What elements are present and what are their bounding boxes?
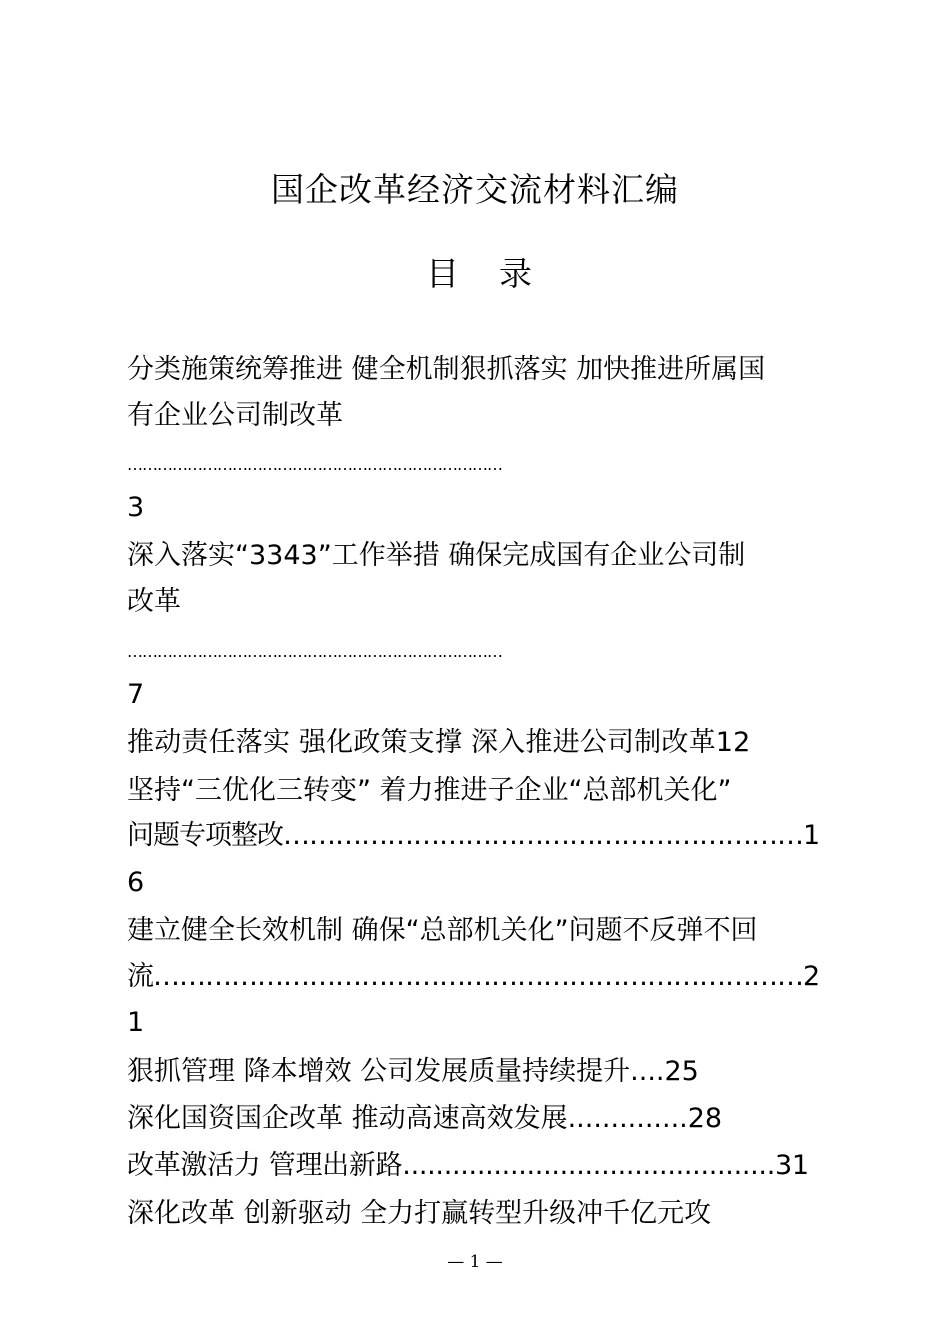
toc-line: 流…………………………………………………………………2	[127, 961, 820, 992]
toc-line: 建立健全长效机制 确保“总部机关化”问题不反弹不回	[127, 915, 758, 946]
toc-line: 1	[127, 1007, 145, 1038]
toc-line: 改革激活力 管理出新路.............................................31	[127, 1150, 809, 1181]
document-title: 国企改革经济交流材料汇编	[271, 170, 679, 209]
page-number: — 1 —	[447, 1252, 503, 1272]
toc-line: 狠抓管理 降本增效 公司发展质量持续提升....25	[127, 1056, 699, 1087]
toc-line: 改革	[127, 586, 181, 617]
toc-line: 坚持“三优化三转变” 着力推进子企业“总部机关化”	[127, 775, 732, 806]
toc-line: 6	[127, 867, 145, 898]
toc-line: 7	[127, 679, 145, 710]
toc-line: 3	[127, 492, 145, 523]
toc-line: 深化国资国企改革 推动高速高效发展..............28	[127, 1103, 723, 1134]
toc-line: 推动责任落实 强化政策支撑 深入推进公司制改革12	[127, 727, 751, 758]
toc-heading	[0, 254, 950, 294]
toc-leader-line: …………………………………………………………………	[127, 455, 502, 474]
toc-line: 深化改革 创新驱动 全力打赢转型升级冲千亿元攻	[127, 1198, 712, 1229]
toc-heading-char-1: 目	[426, 254, 459, 293]
toc-line: 有企业公司制改革	[127, 400, 343, 431]
toc-line: 深入落实“3343”工作举措 确保完成国有企业公司制	[127, 540, 746, 571]
toc-heading-char-2: 录	[499, 254, 532, 293]
toc-leader-line: …………………………………………………………………	[127, 642, 502, 661]
toc-line: 分类施策统筹推进 健全机制狠抓落实 加快推进所属国	[127, 354, 766, 385]
toc-line: 问题专项整改……………………………………………………1	[127, 820, 820, 851]
